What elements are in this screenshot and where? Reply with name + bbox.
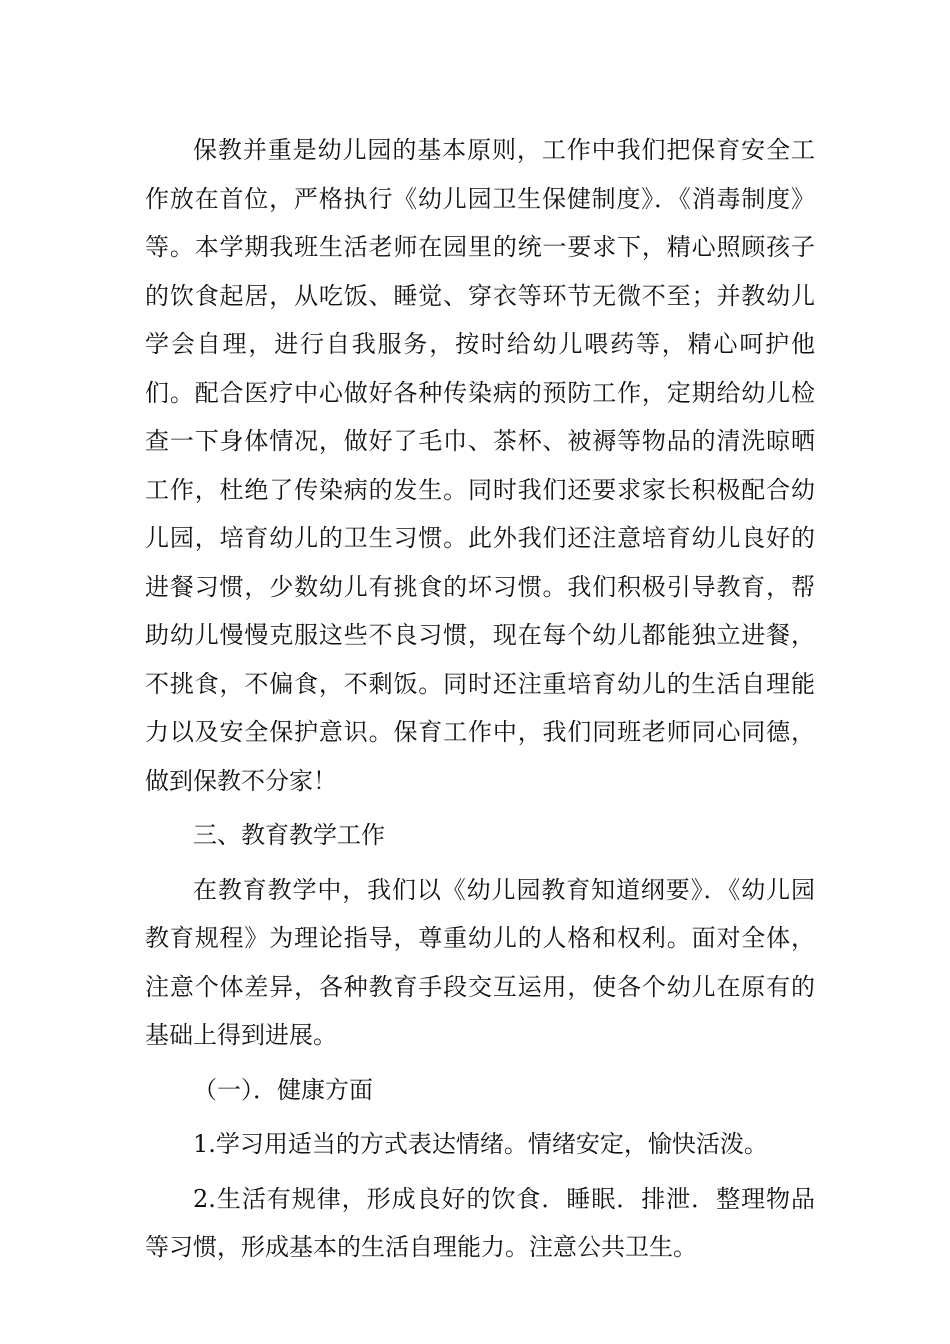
list-item-health-2: 2.生活有规律，形成良好的饮食．睡眠．排泄．整理物品等习惯，形成基本的生活自理能力。注意公共卫生。: [145, 1184, 815, 1261]
subheading-health: （一）．健康方面: [193, 1075, 373, 1104]
paragraph-teaching: 在教育教学中，我们以《幼儿园教育知道纲要》．《幼儿园教育规程》为理论指导，尊重幼儿的人格和权利。面对全体，注意个体差异，各种教育手段交互运用，使各个幼儿在原有的基础上得到进展。: [145, 875, 815, 1049]
paragraph-care-education: 保教并重是幼儿园的基本原则，工作中我们把保育安全工作放在首位，严格执行《幼儿园卫生保健制度》．《消毒制度》等。本学期我班生活老师在园里的统一要求下，精心照顾孩子的饮食起居，从吃饭、睡觉、穿衣等环节无微不至；并教幼儿学会自理，进行自我服务，按时给幼儿喂药等，精心呵护他们。配合医疗中心做好各种传染病的预防工作，定期给幼儿检查一下身体情况，做好了毛巾、茶杯、被褥等物品的清洗晾晒工作，杜绝了传染病的发生。同时我们还要求家长积极配合幼儿园，培育幼儿的卫生习惯。此外我们还注意培育幼儿良好的进餐习惯，少数幼儿有挑食的坏习惯。我们积极引导教育，帮助幼儿慢慢克服这些不良习惯，现在每个幼儿都能独立进餐，不挑食，不偏食，不剩饭。同时还注重培育幼儿的生活自理能力以及安全保护意识。保育工作中，我们同班老师同心同德，做到保教不分家！: [145, 136, 815, 795]
document-body: [145, 126, 815, 1272]
list-item-health-1: 1.学习用适当的方式表达情绪。情绪安定，愉快活泼。: [193, 1130, 768, 1158]
section-heading-teaching: 三、教育教学工作: [193, 821, 385, 849]
